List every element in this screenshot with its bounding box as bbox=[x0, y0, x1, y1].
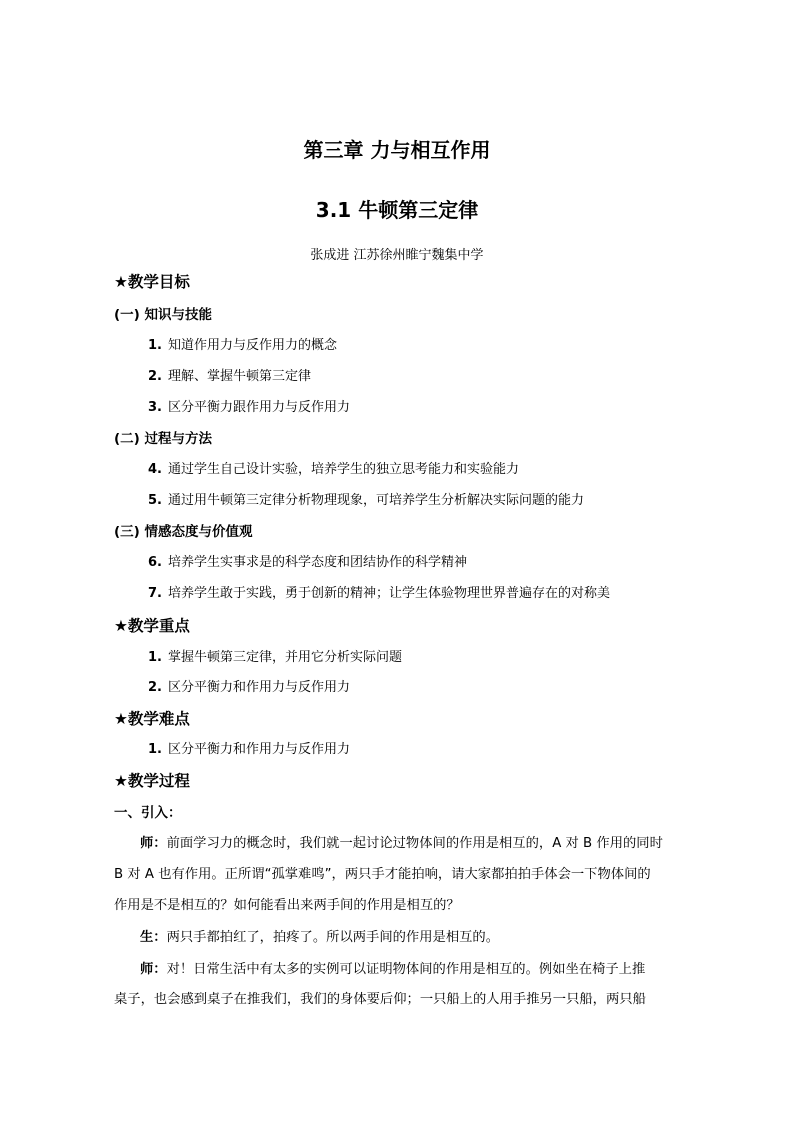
key-points-heading: ★教学重点 bbox=[114, 617, 190, 635]
list-number: 6. bbox=[148, 555, 162, 570]
list-number: 1. bbox=[148, 338, 162, 353]
author-line: 张成进 江苏徐州睢宁魏集中学 bbox=[310, 248, 484, 263]
list-item bbox=[148, 367, 311, 387]
list-number: 1. bbox=[148, 650, 162, 665]
paragraph-line bbox=[140, 834, 663, 854]
list-number: 1. bbox=[148, 742, 162, 757]
paragraph-line bbox=[140, 960, 645, 980]
list-number: 3. bbox=[148, 400, 162, 415]
speaker-label: 师： bbox=[140, 836, 167, 851]
list-text: 理解、掌握牛顿第三定律 bbox=[168, 369, 312, 384]
section-title: 3.1 牛顿第三定律 bbox=[315, 198, 479, 222]
paragraph-line: 桌子，也会感到桌子在推我们，我们的身体要后仰；一只船上的人用手推另一只船，两只船 bbox=[114, 992, 646, 1007]
paragraph-line bbox=[140, 928, 499, 948]
speaker-label: 师： bbox=[140, 962, 167, 977]
list-item bbox=[148, 648, 402, 668]
list-text: 掌握牛顿第三定律，并用它分析实际问题 bbox=[168, 650, 403, 665]
paragraph-text: 两只手都拍红了，拍疼了。所以两手间的作用是相互的。 bbox=[166, 930, 500, 945]
list-text: 知道作用力与反作用力的概念 bbox=[168, 338, 338, 353]
paragraph-text: 前面学习力的概念时，我们就一起讨论过物体间的作用是相互的，A 对 B 作用的同时 bbox=[166, 836, 663, 851]
knowledge-heading: (一) 知识与技能 bbox=[114, 307, 213, 323]
list-number: 7. bbox=[148, 586, 162, 601]
objectives-heading: ★教学目标 bbox=[114, 273, 190, 291]
process-method-heading: (二) 过程与方法 bbox=[114, 431, 213, 447]
paragraph-line: 作用是不是相互的？如何能看出来两手间的作用是相互的？ bbox=[114, 898, 460, 913]
list-item bbox=[148, 584, 610, 604]
list-item bbox=[148, 678, 350, 698]
attitude-heading: (三) 情感态度与价值观 bbox=[114, 524, 253, 540]
list-text: 区分平衡力跟作用力与反作用力 bbox=[168, 400, 351, 415]
list-number: 2. bbox=[148, 369, 162, 384]
difficulties-heading: ★教学难点 bbox=[114, 710, 190, 728]
chapter-title: 第三章 力与相互作用 bbox=[303, 138, 491, 162]
list-item bbox=[148, 553, 467, 573]
list-number: 5. bbox=[148, 493, 162, 508]
list-number: 2. bbox=[148, 680, 162, 695]
list-text: 区分平衡力和作用力与反作用力 bbox=[168, 680, 351, 695]
list-text: 培养学生实事求是的科学态度和团结协作的科学精神 bbox=[168, 555, 468, 570]
list-text: 通过学生自己设计实验，培养学生的独立思考能力和实验能力 bbox=[168, 462, 520, 477]
list-item bbox=[148, 398, 350, 418]
list-text: 通过用牛顿第三定律分析物理现象，可培养学生分析解决实际问题的能力 bbox=[168, 493, 585, 508]
list-item bbox=[148, 491, 584, 511]
intro-heading: 一、引入： bbox=[114, 805, 182, 821]
list-item bbox=[148, 336, 337, 356]
list-item bbox=[148, 740, 350, 760]
paragraph-text: 对！日常生活中有太多的实例可以证明物体间的作用是相互的。例如坐在椅子上推 bbox=[166, 962, 646, 977]
list-number: 4. bbox=[148, 462, 162, 477]
process-heading: ★教学过程 bbox=[114, 772, 190, 790]
list-text: 培养学生敢于实践，勇于创新的精神；让学生体验物理世界普遍存在的对称美 bbox=[168, 586, 611, 601]
list-item bbox=[148, 460, 519, 480]
speaker-label: 生： bbox=[140, 930, 167, 945]
list-text: 区分平衡力和作用力与反作用力 bbox=[168, 742, 351, 757]
paragraph-line: B 对 A 也有作用。正所谓“孤掌难鸣”，两只手才能拍响，请大家都拍拍手体会一下物体间的 bbox=[114, 867, 651, 882]
